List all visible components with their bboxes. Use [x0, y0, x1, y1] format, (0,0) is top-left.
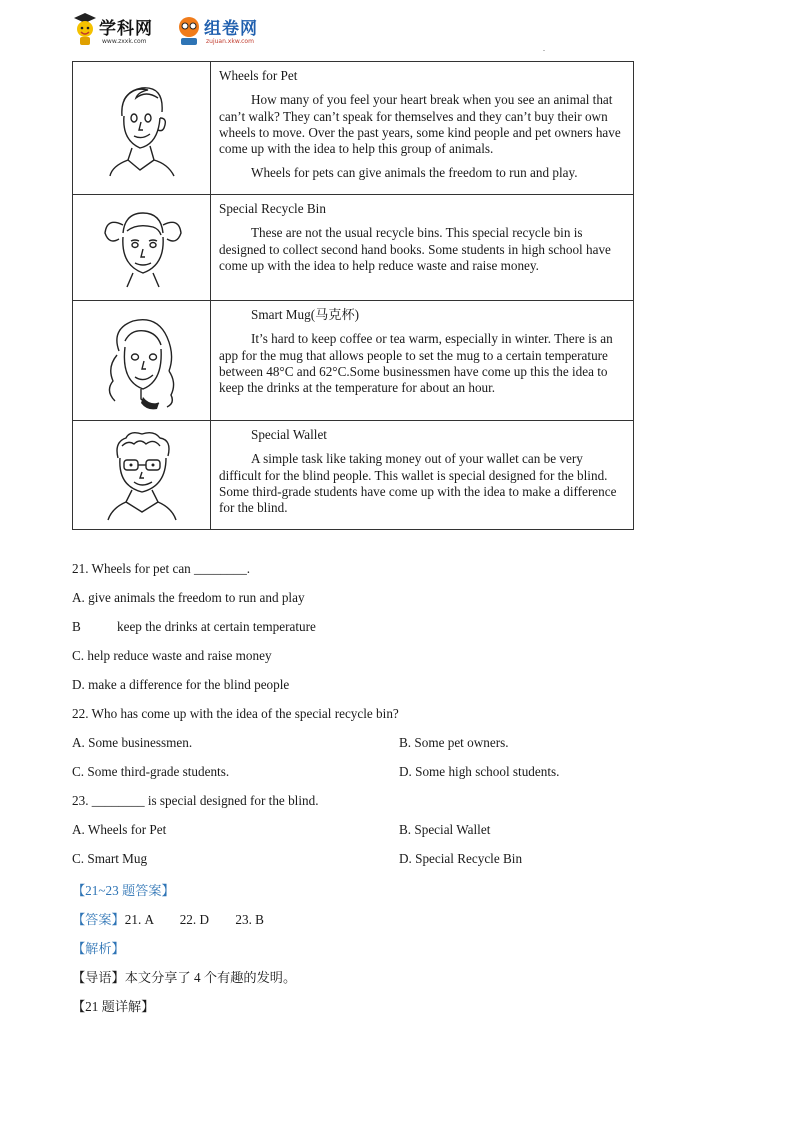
answer-label: 【答案】: [72, 912, 125, 927]
q21-option-a: A. give animals the freedom to run and play: [72, 590, 305, 605]
q23-option-a: A. Wheels for Pet: [72, 822, 167, 837]
q23-option-d: D. Special Recycle Bin: [399, 851, 523, 866]
invention-title: Special Recycle Bin: [219, 201, 326, 216]
q21-option-c: C. help reduce waste and raise money: [72, 648, 272, 663]
logo2-text: 组卷网: [204, 19, 258, 39]
answer-section-label: 【21~23 题答案】: [72, 883, 175, 898]
invention-paragraph: How many of you feel your heart break when you see an animal that can’t walk? They can’t speak for themselves and they can’t buy their own wheels to move. Over the past years, some kind people and pet owners have come up with the idea to help this group of animals.: [219, 92, 621, 157]
analysis-label: 【解析】: [72, 941, 125, 956]
invention-title: Wheels for Pet: [219, 68, 298, 83]
table-row: [73, 195, 633, 301]
curly-girl-face-icon: [97, 311, 187, 411]
invention-paragraph: These are not the usual recycle bins. This special recycle bin is designed to collect second hand books. Some students in high school have come up with the idea to help reduce waste and raise money.: [219, 225, 611, 273]
intro-text: 【导语】本文分享了 4 个有趣的发明。: [72, 970, 297, 985]
boy-portrait: [73, 62, 211, 194]
q21-option-d: D. make a difference for the blind people: [72, 677, 290, 692]
mascot2-icon: [176, 12, 202, 46]
invention-paragraph: Wheels for pets can give animals the freedom to run and play.: [251, 165, 578, 181]
q22-option-d: D. Some high school students.: [399, 764, 560, 779]
logo2-url: zujuan.xkw.com: [206, 38, 254, 45]
logo1-url: www.zxxk.com: [102, 38, 147, 45]
invention-paragraph: It’s hard to keep coffee or tea warm, especially in winter. There is an app for the mug that allows people to set the mug to a certain temperature between 48°C and 62°C.Some businessmen have come up this the idea to keep the drinks at the temperature for about an hour.: [219, 331, 613, 396]
page-mark: .: [543, 44, 545, 53]
q21-option-b-text: keep the drinks at certain temperature: [117, 619, 316, 634]
table-row: [73, 421, 633, 529]
invention-title: Special Wallet: [251, 427, 327, 442]
girl-face-icon: [97, 203, 187, 293]
zxxk-logo: [72, 12, 167, 48]
invention-text: [211, 62, 633, 194]
table-row: [73, 62, 633, 195]
q21-stem: 21. Wheels for pet can ________.: [72, 561, 251, 576]
glasses-boy-face-icon: [102, 428, 182, 523]
answer-values: 21. A 22. D 23. B: [124, 912, 264, 927]
q22-option-c: C. Some third-grade students.: [72, 764, 230, 779]
q22-option-b: B. Some pet owners.: [399, 735, 509, 750]
q22-stem: 22. Who has come up with the idea of the special recycle bin?: [72, 706, 399, 721]
boy-glasses-portrait: [73, 421, 211, 529]
zujuan-logo: [176, 12, 276, 48]
boy-face-icon: [102, 78, 182, 178]
inventions-table: [72, 61, 634, 530]
q21-option-b-letter: B: [72, 619, 81, 634]
invention-title: Smart Mug(马克杯): [251, 307, 360, 322]
q23-option-b: B. Special Wallet: [399, 822, 491, 837]
q23-stem: 23. ________ is special designed for the blind.: [72, 793, 319, 808]
invention-text: [211, 195, 633, 300]
q23-option-c: C. Smart Mug: [72, 851, 148, 866]
logo1-text: 学科网: [99, 19, 153, 39]
invention-text: [211, 421, 633, 529]
detail-label: 【21 题详解】: [72, 999, 155, 1014]
invention-text: [211, 301, 633, 420]
girl-ponytail-portrait: [73, 195, 211, 300]
mascot-icon: [72, 12, 98, 46]
answer-line: [72, 909, 264, 928]
girl-curly-portrait: [73, 301, 211, 420]
invention-paragraph: A simple task like taking money out of your wallet can be very difficult for the blind people. This wallet is special designed for the blind. Some third-grade students have come up with the idea to make a difference for the blind.: [219, 451, 617, 516]
header-logos: [72, 12, 292, 48]
table-row: [73, 301, 633, 421]
q22-option-a: A. Some businessmen.: [72, 735, 193, 750]
